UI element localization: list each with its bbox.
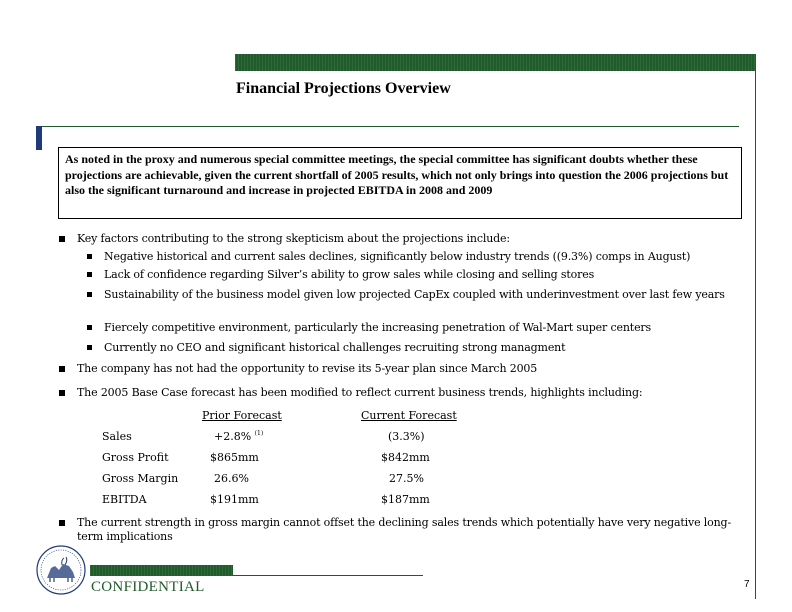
current-value: 27.5% <box>389 472 424 485</box>
sub-bullet-competition: Fiercely competitive environment, particularly the increasing penetration of Wal-Mart super centers <box>58 321 743 335</box>
title-accent-bar <box>36 126 42 150</box>
prior-value: 26.6% <box>214 472 249 485</box>
prior-value: $191mm <box>210 493 259 506</box>
bullet-gross-margin-strength: The current strength in gross margin cannot offset the declining sales trends which potentially have very negative long-term implications <box>58 516 743 544</box>
bullet-base-case: The 2005 Base Case forecast has been modified to reflect current business trends, highlights including: <box>58 386 743 400</box>
page-title: Financial Projections Overview <box>236 80 451 97</box>
prior-value: $865mm <box>210 451 259 464</box>
confidential-label: CONFIDENTIAL <box>91 579 205 595</box>
prior-forecast-header: Prior Forecast <box>202 409 282 422</box>
page-number: 7 <box>744 579 750 590</box>
sub-bullet-confidence: Lack of confidence regarding Silver’s ability to grow sales while closing and selling stores <box>58 268 743 282</box>
prior-value: +2.8% $^{(1)}$ <box>214 430 264 443</box>
row-label: Sales <box>102 430 132 443</box>
current-value: $842mm <box>381 451 430 464</box>
callout-box: As noted in the proxy and numerous special committee meetings, the special committee has significant doubts whether these projections are achievable, given the current shortfall of 2005 results, which not only brings into question the 2006 projections but also the significant turnaround and increase in projected EBITDA in 2008 and 2009 <box>58 147 742 219</box>
current-forecast-header: Current Forecast <box>361 409 457 422</box>
row-label: Gross Margin <box>102 472 179 485</box>
title-underline-rule <box>42 126 739 127</box>
bull-bear-seal-logo <box>35 544 87 596</box>
right-border-rule <box>755 54 756 599</box>
footer-bar <box>90 565 233 576</box>
footer-rule <box>233 575 423 576</box>
sub-bullet-ceo: Currently no CEO and significant historical challenges recruiting strong managment <box>58 341 743 355</box>
current-value: (3.3%) <box>388 430 425 443</box>
footnote-marker: (1) <box>254 430 264 437</box>
sub-bullet-sales-declines: Negative historical and current sales declines, significantly below industry trends ((9.3%) comps in August) <box>58 250 743 264</box>
bullet-revise-plan: The company has not had the opportunity to revise its 5-year plan since March 2005 <box>58 362 743 376</box>
current-value: $187mm <box>381 493 430 506</box>
header-bar <box>235 54 756 71</box>
row-label: Gross Profit <box>102 451 169 464</box>
sub-bullet-sustainability: Sustainability of the business model given low projected CapEx coupled with underinvestment over last few years <box>58 288 743 302</box>
row-label: EBITDA <box>102 493 147 506</box>
bullet-key-factors: Key factors contributing to the strong skepticism about the projections include: <box>58 232 743 246</box>
